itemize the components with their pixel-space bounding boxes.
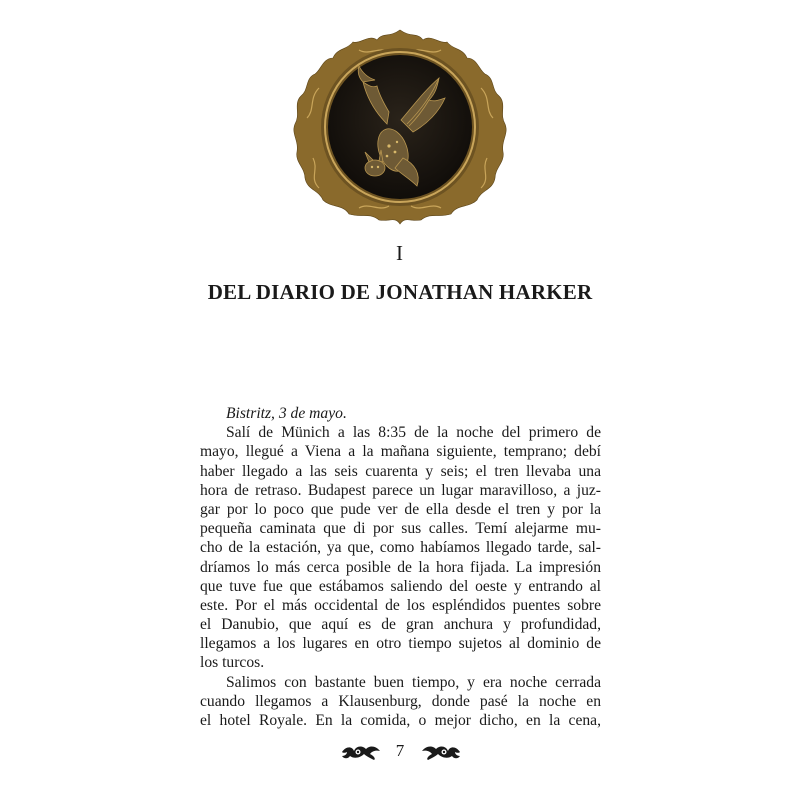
text-line: mayo, llegué a Viena a la mañana siguiente, temprano; debí [200,443,601,461]
text-line: los turcos. [200,654,265,672]
text-line: gar por lo poco que pude ver de ella desde el tren y por la [200,500,601,518]
text-line: llegamos a los lugares en otro tiempo sujetos al dominio de [200,635,601,653]
chapter-title: DEL DIARIO DE JONATHAN HARKER [207,280,593,304]
text-line: haber llegado a las seis cuarenta y seis; el tren llevaba una [200,462,601,480]
page-number: 7 [395,741,405,760]
page-footer [0,737,800,767]
text-line: pequeña caminata que di por sus calles. Temí alejarme mu- [200,520,601,538]
text-line: el hotel Royale. En la comida, o mejor dicho, en la cena, [200,712,601,729]
text-line: el Danubio, que aquí es de gran anchura y profundidad, [200,616,601,634]
text-line: hora de retraso. Budapest parece un lugar maravilloso, a juz- [200,481,601,499]
text-line: este. Por el más occidental de los espléndidos puentes sobre [200,596,601,614]
body-text [200,404,601,730]
text-line: que tuve fue que estábamos saliendo del oeste y entrando al [200,577,601,595]
text-line: Salí de Münich a las 8:35 de la noche del primero de [226,424,601,442]
text-line: dríamos lo más cerca posible de la hora fijada. La impresión [200,558,601,576]
text-line: cuando llegamos a Klausenburg, donde pasé la noche en [200,692,601,710]
flourish-ornament-icon [420,742,462,762]
text-line: cho de la estación, ya que, como habíamos llegado tarde, sal- [200,539,601,557]
bat-emblem-icon [289,28,511,228]
text-line: Salimos con bastante buen tiempo, y era noche cerrada [226,673,601,691]
date-line: Bistritz, 3 de mayo. [226,405,347,422]
chapter-number: I [396,241,404,265]
